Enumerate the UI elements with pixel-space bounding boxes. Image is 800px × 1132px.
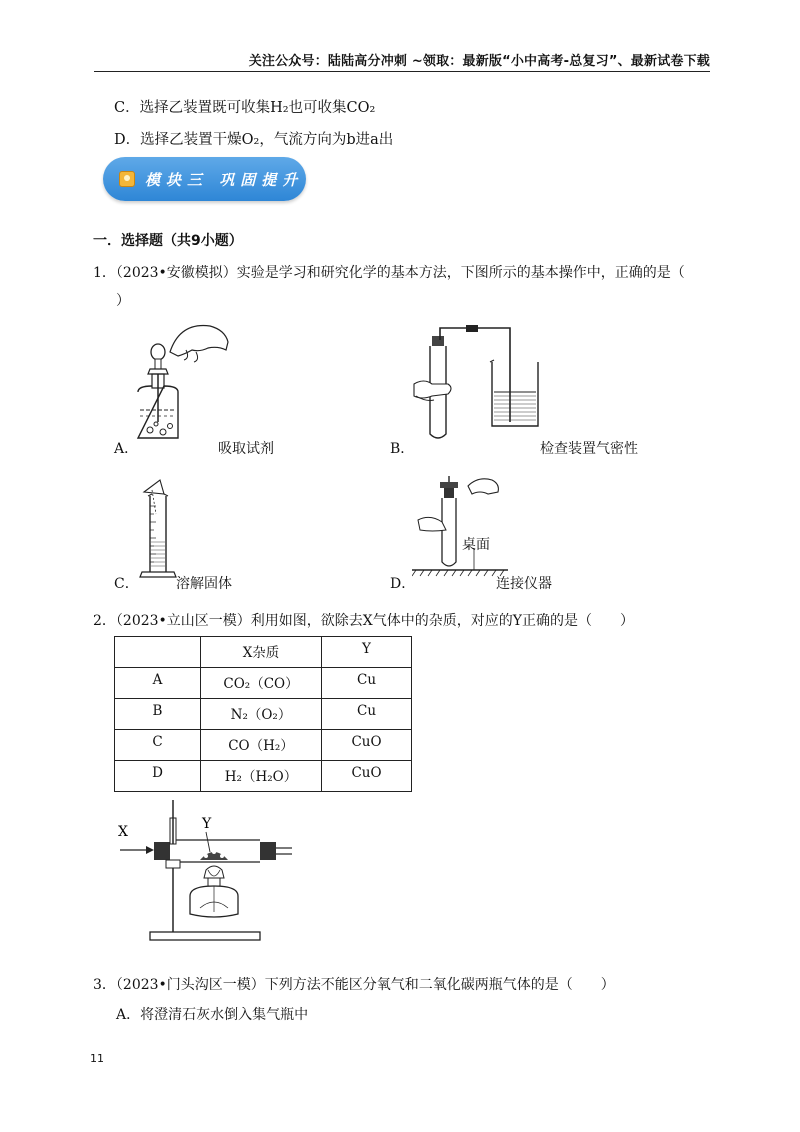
q1-figure-b (410, 322, 550, 444)
q1-figure-c (138, 478, 198, 580)
q3-option-a: A．将澄清石灰水倒入集气瓶中 (116, 1007, 309, 1023)
q1-d-caption: 连接仪器 (496, 576, 552, 592)
q1-d-desk-label: 桌面 (462, 537, 490, 553)
banner-label: 模块三 巩固提升 (145, 170, 304, 189)
q1-b-letter: B． (390, 441, 415, 457)
table-header-row (115, 637, 412, 668)
table-cell: Cu (322, 668, 412, 699)
header-divider (94, 71, 710, 72)
q1-figure-a (130, 312, 230, 444)
q3-stem: 3．（2023•门头沟区一模）下列方法不能区分氧气和二氧化碳两瓶气体的是（ ） (93, 977, 615, 993)
section-title: 一．选择题（共9小题） (93, 233, 243, 249)
table-cell: C (115, 730, 201, 761)
q1-b-caption: 检查装置气密性 (540, 441, 638, 457)
table-header-cell: X杂质 (201, 637, 322, 668)
q2-table (114, 636, 412, 792)
table-cell: D (115, 761, 201, 792)
module-banner (103, 157, 306, 201)
trophy-icon (119, 171, 135, 187)
table-row (115, 761, 412, 792)
table-row (115, 730, 412, 761)
table-cell: Cu (322, 699, 412, 730)
table-cell: B (115, 699, 201, 730)
table-cell: N₂（O₂） (201, 699, 322, 730)
table-cell: A (115, 668, 201, 699)
table-row (115, 699, 412, 730)
q1-a-letter: A． (114, 441, 139, 457)
x-label: X (118, 824, 128, 840)
table-row (115, 668, 412, 699)
table-cell: CuO (322, 730, 412, 761)
q1-d-letter: D． (390, 576, 416, 592)
q1-stem: 1．（2023•安徽模拟）实验是学习和研究化学的基本方法，下图所示的基本操作中，正确的是（ (93, 265, 685, 281)
table-cell: CuO (322, 761, 412, 792)
q1-stem-cont: ） (116, 293, 130, 309)
page-number: 11 (90, 1052, 104, 1065)
q1-c-caption: 溶解固体 (176, 576, 232, 592)
table-cell: H₂（H₂O） (201, 761, 322, 792)
page-header: 关注公众号：陆陆高分冲刺 ~领取：最新版“小中高考-总复习”、最新试卷下载 (248, 54, 710, 69)
table-cell: CO₂（CO） (201, 668, 322, 699)
table-cell: CO（H₂） (201, 730, 322, 761)
y-label: Y (202, 816, 212, 832)
q1-figure-d (412, 472, 512, 580)
prev-option-c: C．选择乙装置既可收集H₂也可收集CO₂ (114, 100, 376, 116)
prev-option-d: D．选择乙装置干燥O₂，气流方向为b进a出 (114, 132, 394, 148)
q1-c-letter: C． (114, 576, 139, 592)
q2-stem: 2．（2023•立山区一模）利用如图，欲除去X气体中的杂质，对应的Y正确的是（ ） (93, 613, 635, 629)
q2-apparatus-diagram (110, 800, 300, 948)
table-header-cell (115, 637, 201, 668)
q1-a-caption: 吸取试剂 (218, 441, 274, 457)
table-header-cell: Y (322, 637, 412, 668)
